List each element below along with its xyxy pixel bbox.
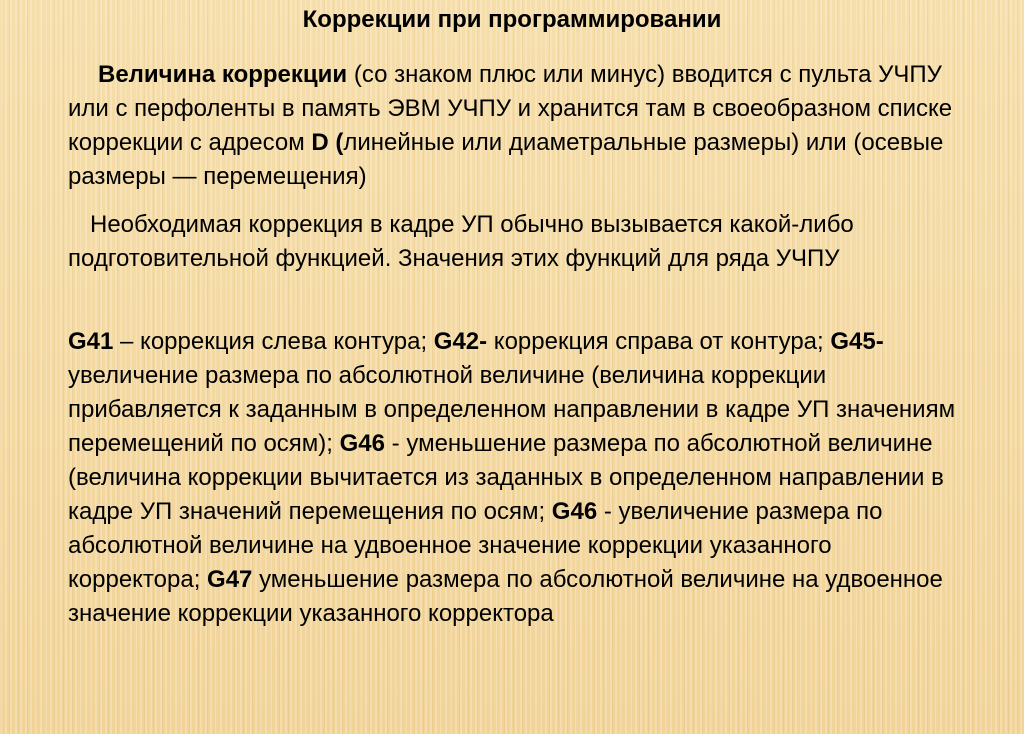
- code-g46-second: G46: [551, 498, 598, 525]
- paragraph-required-correction: Необходимая коррекция в кадре УП обычно вызывается какой-либо подготовительной функцией. Значения этих функций для ряда УЧПУ: [68, 211, 854, 272]
- address-d: D (: [311, 129, 344, 156]
- slide-title: Коррекции при программировании: [302, 6, 722, 33]
- code-g46: G46: [339, 430, 386, 457]
- code-g46-description: - уменьшение размера по абсолютной величине (величина коррекции вычитается из заданных в определенном направлении в кадре УП значений перемещения по осям;: [68, 430, 944, 525]
- code-g41: G41: [68, 328, 114, 355]
- code-g46-second-description: - увеличение размера по абсолютной величине на удвоенное значение коррекции указанного корректора;: [68, 498, 883, 593]
- code-g47-description: уменьшение размера по абсолютной величине на удвоенное значение коррекции указанного корректора: [68, 566, 943, 627]
- code-g45: G45-: [830, 328, 884, 355]
- paragraph-g-codes: [68, 325, 968, 631]
- code-g45-description: увеличение размера по абсолютной величине (величина коррекции прибавляется к заданным в определенном направлении в кадре УП значениям перемещений по осям);: [68, 362, 956, 457]
- code-g42: G42-: [433, 328, 488, 355]
- code-g42-description: коррекция справа от контура;: [487, 328, 831, 355]
- paragraph-text: (со знаком плюс или минус) вводится с пульта УЧПУ или с перфоленты в память ЭВМ УЧПУ и хранится там в своеобразном списке коррекции с адресом: [68, 61, 953, 156]
- term-correction-value: Величина коррекции: [98, 61, 348, 88]
- paragraph-text: линейные или диаметральные размеры) или (осевые размеры — перемещения): [68, 129, 944, 190]
- code-g47: G47: [207, 566, 253, 593]
- paragraph-correction-value: [68, 58, 968, 194]
- code-g41-description: – коррекция слева контура;: [113, 328, 434, 355]
